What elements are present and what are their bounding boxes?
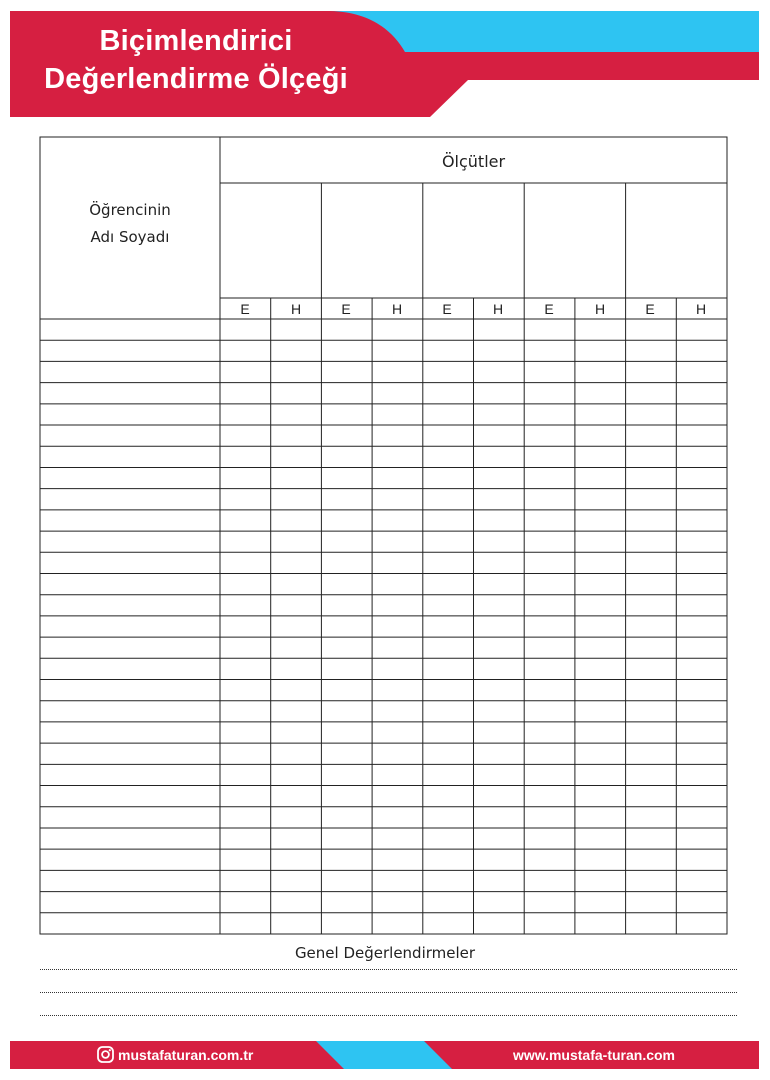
page-title-line-1: Biçimlendirici	[99, 25, 293, 57]
sub-header-e-5: E	[645, 301, 655, 317]
page-title-line-2: Değerlendirme Ölçeği	[44, 63, 348, 95]
sub-header-h-3: H	[492, 301, 504, 317]
sub-header-h-4: H	[594, 301, 606, 317]
student-name-header-line-2: Adı Soyadı	[90, 228, 170, 246]
general-evaluation-title: Genel Değerlendirmeler	[294, 944, 476, 962]
footer-website-link[interactable]: www.mustafa-turan.com	[512, 1047, 675, 1063]
instagram-icon	[97, 1046, 114, 1063]
footer-instagram-handle[interactable]: mustafaturan.com.tr	[118, 1047, 254, 1063]
sub-header-h-1: H	[290, 301, 302, 317]
criteria-header: Ölçütler	[441, 152, 506, 171]
sub-header-e-1: E	[240, 301, 250, 317]
student-name-header-line-1: Öğrencinin	[89, 201, 171, 219]
sub-header-e-4: E	[544, 301, 554, 317]
sub-header-h-5: H	[695, 301, 707, 317]
sub-header-e-3: E	[442, 301, 452, 317]
sub-header-e-2: E	[341, 301, 351, 317]
sub-header-h-2: H	[391, 301, 403, 317]
